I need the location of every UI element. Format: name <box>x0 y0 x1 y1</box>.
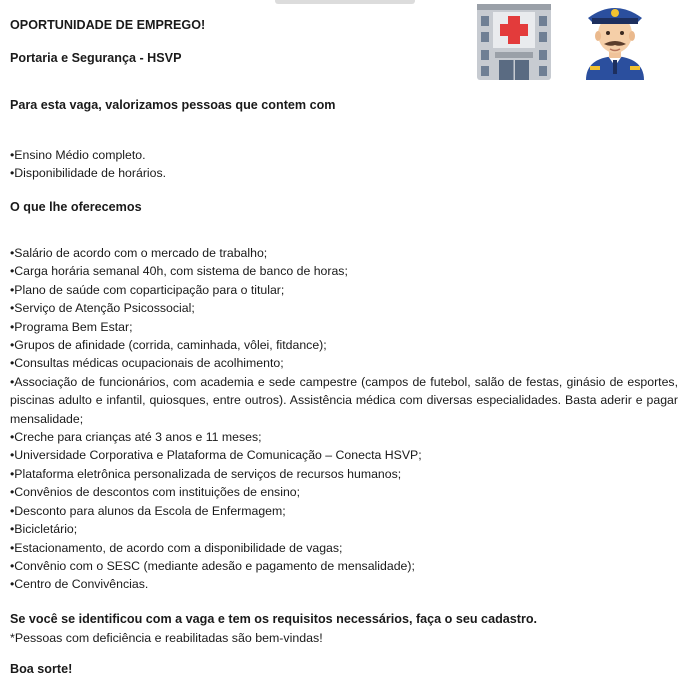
list-item: •Convênios de descontos com instituições de ensino; <box>10 485 301 500</box>
list-item: •Universidade Corporativa e Plataforma de Comunicação – Conecta HSVP; <box>10 448 422 463</box>
apply-text: Se você se identificou com a vaga e tem os requisitos necessários, faça o seu cadastro. <box>10 612 538 626</box>
benefits-list <box>10 244 678 594</box>
list-item: •Plataforma eletrônica personalizada de serviços de recursos humanos; <box>10 466 402 481</box>
list-item: •Consultas médicas ocupacionais de acolhimento; <box>10 356 284 371</box>
requirements-heading: Para esta vaga, valorizamos pessoas que contem com <box>10 98 336 112</box>
list-item: •Bicicletário; <box>10 522 78 537</box>
posting-title: OPORTUNIDADE DE EMPREGO! <box>10 18 206 32</box>
list-item: •Creche para crianças até 3 anos e 11 meses; <box>10 430 262 445</box>
list-item: •Grupos de afinidade (corrida, caminhada, vôlei, fitdance); <box>10 338 327 353</box>
requirements-list <box>10 146 166 182</box>
list-item: •Programa Bem Estar; <box>10 319 133 334</box>
closing-section <box>10 610 537 648</box>
list-item: •Serviço de Atenção Psicossocial; <box>10 301 195 316</box>
police-officer-icon <box>582 0 648 80</box>
list-item: •Disponibilidade de horários. <box>10 166 167 180</box>
hospital-icon <box>475 0 553 80</box>
benefits-heading: O que lhe oferecemos <box>10 200 142 214</box>
top-cropped-bar <box>275 0 415 4</box>
list-item: •Convênio com o SESC (mediante adesão e pagamento de mensalidade); <box>10 558 415 573</box>
position-title: Portaria e Segurança - HSVP <box>10 51 182 65</box>
list-item: •Desconto para alunos da Escola de Enfermagem; <box>10 503 286 518</box>
list-item: •Plano de saúde com coparticipação para o titular; <box>10 282 285 297</box>
list-item: •Centro de Convivências. <box>10 577 149 592</box>
list-item: •Estacionamento, de acordo com a disponibilidade de vagas; <box>10 540 343 555</box>
list-item: •Ensino Médio completo. <box>10 148 146 162</box>
list-item: •Carga horária semanal 40h, com sistema de banco de horas; <box>10 264 348 279</box>
farewell-text: Boa sorte! <box>10 662 73 676</box>
inclusion-note: *Pessoas com deficiência e reabilitadas são bem-vindas! <box>10 630 323 645</box>
list-item: •Salário de acordo com o mercado de trabalho; <box>10 246 268 260</box>
list-item: •Associação de funcionários, com academia e sede campestre (campos de futebol, salão de festas, ginásio de esportes, piscinas adulto e infantil, quiosques, entre outros). Assistência médica com diversas especialidades. Basta aderir e pagar mensalidade; <box>10 374 678 426</box>
